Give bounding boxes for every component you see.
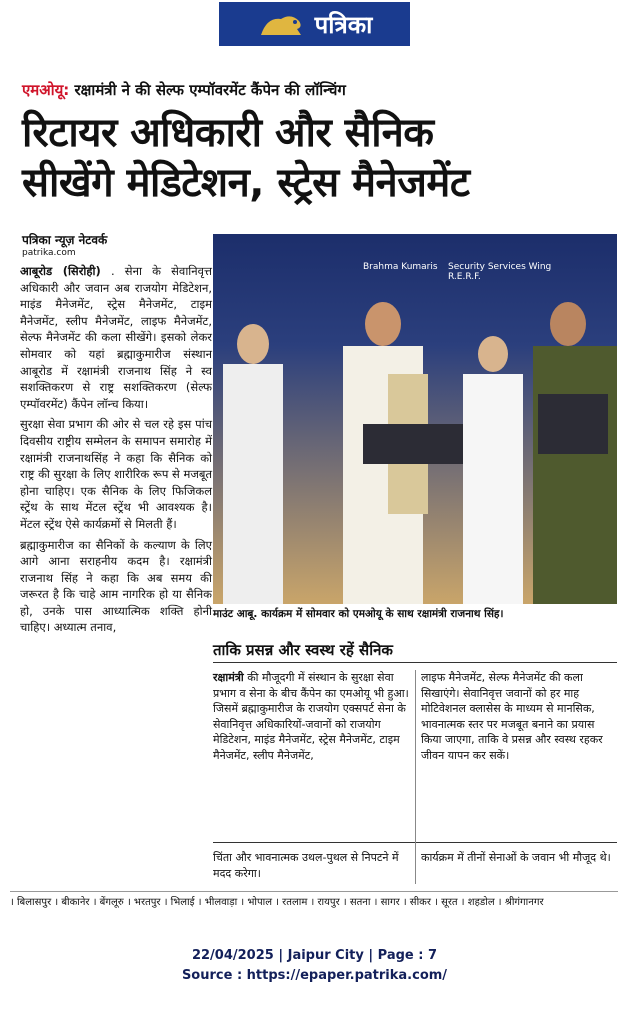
sub-column-a (213, 670, 409, 764)
footer-date: 22/04/2025 | Jaipur City | Page : 7 (191, 948, 438, 963)
kicker-text: रक्षामंत्री ने की सेल्फ एम्पॉवरमेंट कैंपेन की लॉन्चिंग (74, 81, 346, 99)
subheading: ताकि प्रसन्न और स्वस्थ रहें सैनिक (213, 641, 393, 659)
news-photo (213, 234, 617, 604)
sub-text-a: की मौजूदगी में संस्थान के सुरक्षा सेवा प्रभाग व सेना के बीच कैंपेन का एमओयू भी हुआ। जिसमें ब्रह्माकुमारीज के राजयोग एक्सपर्ट सेना के सेवानिवृत्त अधिकारियों-जवानों को राजयोग मेडिटेशन, माइंड मैनेजमेंट, स्ट्रेस मैनेजमेंट, टाइम मैनेजमेंट, स्लीप मैनेजमेंट, (213, 671, 409, 762)
banner-left: Brahma Kumaris (363, 262, 438, 272)
subhead-rule (213, 662, 617, 663)
paragraph-1 (20, 263, 212, 412)
story-column (20, 263, 212, 640)
photo-caption: माउंट आबू. कार्यक्रम में सोमवार को एमओयू के साथ रक्षामंत्री राजनाथ सिंह। (213, 608, 504, 620)
sub-column-b: लाइफ मैनेजमेंट, सेल्फ मैनेजमेंट की कला सिखाएंगे। सेवानिवृत्त जवानों को हर माह मोटिवेशनल क्लासेस के माध्यम से मानसिक, भावनात्मक स्तर पर मजबूत बनाने का प्रयास किया जाएगा, ताकि वे प्रसन्न और स्वस्थ रहकर जीवन यापन कर सकें। (421, 671, 603, 762)
paragraph-2: सुरक्षा सेवा प्रभाग की ओर से चल रहे इस पांच दिवसीय राष्ट्रीय सम्मेलन के समापन समारोह में रक्षामंत्री राजनाथसिंह ने कहा कि सैनिक को राष्ट्र की सुरक्षा के लिए शारीरिक रूप से मजबूत होना चाहिए। एक सैनिक के लिए फिजिकल स्ट्रेंथ के साथ मेंटल स्ट्रेंथ भी आवश्यक है। मेंटल स्ट्रेंथ ऐसे कार्यक्रमों से मिलती हैं। (20, 417, 212, 531)
banner-right: Security Services Wing R.E.R.F. (448, 262, 552, 282)
byline: पत्रिका न्यूज़ नेटवर्क (22, 233, 108, 247)
column-divider (415, 670, 416, 884)
city-editions: । बिलासपुर । बीकानेर । बेंगलूरु । भरतपुर । भिलाई । भीलवाड़ा । भोपाल । रतलाम । रायपुर । सतना । सागर । सीकर । सूरत । शहडोल । श्रीगंगानगर (10, 891, 618, 908)
kicker-label: एमओयू: (22, 81, 70, 99)
patrika-logo (219, 2, 410, 46)
headline-line-1: रिटायर अधिकारी और सैनिक (22, 110, 434, 156)
sub-column-d: कार्यक्रम में तीनों सेनाओं के जवान भी मौजूद थे। (421, 851, 611, 864)
site-link: patrika.com (22, 248, 76, 258)
logo-text: पत्रिका (314, 10, 373, 39)
paragraph-1-text: . सेना के सेवानिवृत्त अधिकारी और जवान अब राजयोग मेडिटेशन, माइंड मैनेजमेंट, स्ट्रेस मैनेजमेंट, टाइम मैनेजमेंट, स्लीप मैनेजमेंट, लाइफ मैनेजमेंट, सेल्फ मैनेजमेंट की कला सीखेंगे। इसको लेकर सोमवार को यहां ब्रह्माकुमारीज संस्थान आबूरोड में रक्षामंत्री राजनाथ सिंह ने स्व सशक्तिकरण से राष्ट्र सशक्तिकरण (सेल्फ एम्पॉवरमेंट) कैंपेन लॉन्च किया। (20, 264, 212, 411)
lion-emblem-icon (257, 9, 307, 39)
footer-source: Source : https://epaper.patrika.com/ (181, 968, 448, 983)
sub-lead: रक्षामंत्री (213, 671, 244, 684)
footer (0, 946, 629, 986)
headline (22, 108, 470, 208)
sub-column-c: चिंता और भावनात्मक उथल-पुथल से निपटने में मदद करेगा। (213, 851, 399, 880)
paragraph-3: ब्रह्माकुमारीज का सैनिकों के कल्याण के लिए आगे आना सराहनीय कदम है। रक्षामंत्री राजनाथ सिंह ने कहा कि अब समय की जरूरत है कि चाहे आम नागरिक हो या सैनिक हो, उनके पास आध्यात्मिक शक्ति होनी चाहिए। अध्यात्म तनाव, (20, 537, 212, 635)
kicker (22, 80, 346, 100)
headline-line-2: सीखेंगे मेडिटेशन, स्ट्रेस मैनेजमेंट (22, 160, 470, 206)
people-illustration (213, 284, 617, 604)
newspaper-clipping (10, 58, 618, 908)
dateline: आबूरोड (सिरोही) (20, 264, 101, 278)
